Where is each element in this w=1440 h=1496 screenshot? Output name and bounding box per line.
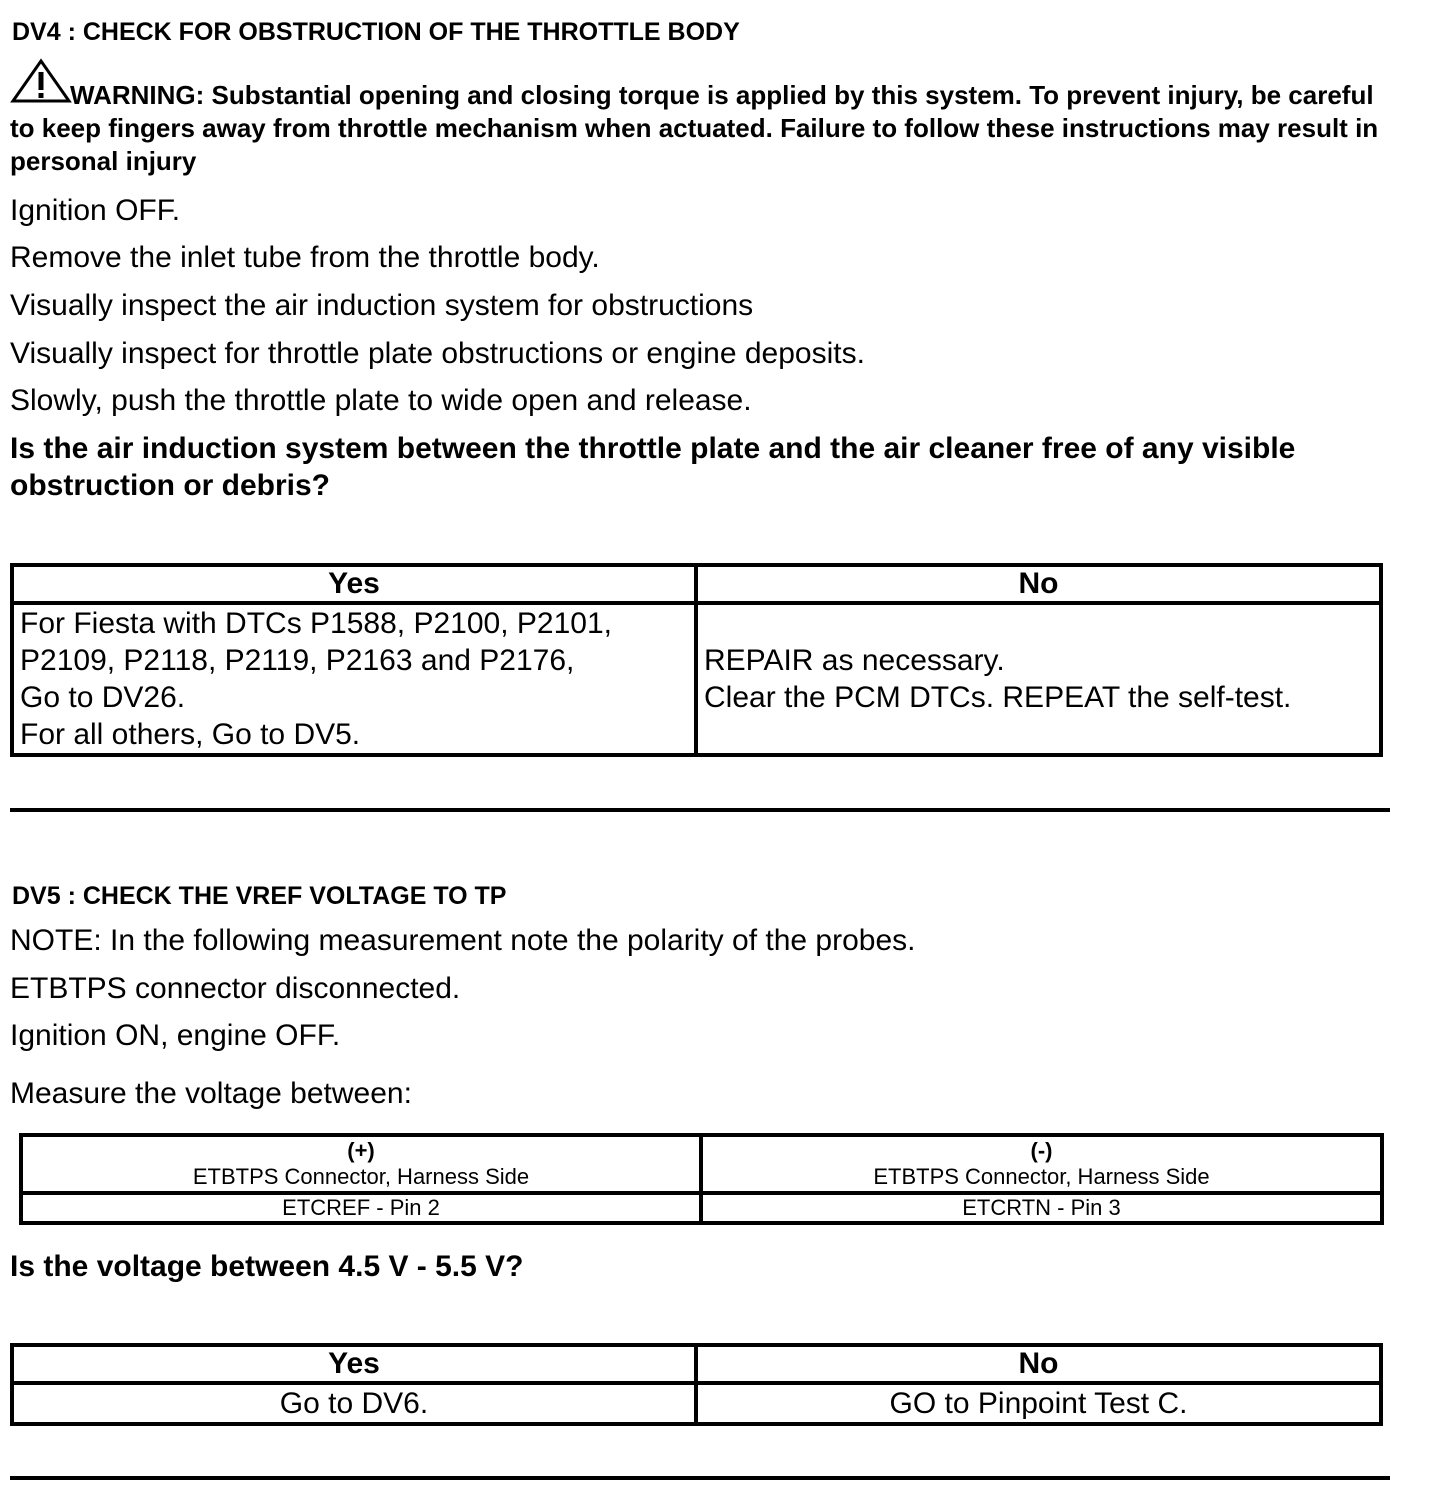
dv5-heading: DV5 : CHECK THE VREF VOLTAGE TO TP — [12, 882, 507, 910]
positive-connector-label: ETBTPS Connector, Harness Side — [192, 1164, 530, 1189]
dv4-step-5: Slowly, push the throttle plate to wide open and release. — [10, 384, 752, 417]
dv4-step-1: Ignition OFF. — [10, 194, 181, 227]
dv5-step-3: Ignition ON, engine OFF. — [10, 1019, 341, 1052]
dv5-yes-cell: Go to DV6. — [12, 1383, 696, 1424]
dv5-step-4: Measure the voltage between: — [10, 1077, 412, 1110]
dv4-no-line-2: Clear the PCM DTCs. REPEAT the self-test. — [704, 681, 1292, 714]
dv5-measure-table — [19, 1133, 1384, 1225]
dv4-no-line-1: REPAIR as necessary. — [704, 644, 1005, 677]
positive-sign: (+) — [347, 1138, 375, 1163]
warning-text: WARNING: Substantial opening and closing torque is applied by this system. To prevent injury, be careful to keep fingers away from throttle mechanism when actuated. Failure to follow these instructions may result in personal injury — [10, 80, 1379, 176]
negative-probe-header — [701, 1135, 1382, 1193]
dv4-yes-line-4: For all others, Go to DV5. — [20, 718, 361, 751]
dv4-heading: DV4 : CHECK FOR OBSTRUCTION OF THE THROTTLE BODY — [12, 18, 740, 46]
negative-sign: (-) — [1030, 1138, 1053, 1163]
dv5-no-header: No — [696, 1345, 1381, 1383]
dv4-no-header: No — [696, 565, 1381, 603]
positive-pin-cell: ETCREF - Pin 2 — [21, 1193, 701, 1223]
dv4-step-2: Remove the inlet tube from the throttle body. — [10, 241, 600, 274]
dv5-no-cell: GO to Pinpoint Test C. — [696, 1383, 1381, 1424]
dv4-yes-header: Yes — [12, 565, 696, 603]
positive-probe-header — [21, 1135, 701, 1193]
dv4-yes-line-2: P2109, P2118, P2119, P2163 and P2176, — [20, 644, 575, 677]
dv4-result-table — [10, 563, 1383, 757]
dv5-step-2: ETBTPS connector disconnected. — [10, 972, 461, 1005]
warning-triangle-icon — [10, 58, 72, 104]
section-divider-1 — [10, 808, 1390, 812]
dv4-question: Is the air induction system between the throttle plate and the air cleaner free of any visible obstruction or debris? — [10, 432, 1296, 502]
dv4-yes-line-1: For Fiesta with DTCs P1588, P2100, P2101, — [20, 607, 612, 640]
dv4-step-4: Visually inspect for throttle plate obstructions or engine deposits. — [10, 337, 865, 370]
dv4-yes-line-3: Go to DV26. — [20, 681, 186, 714]
negative-connector-label: ETBTPS Connector, Harness Side — [873, 1164, 1210, 1189]
section-divider-2 — [10, 1476, 1390, 1480]
dv5-result-table — [10, 1343, 1383, 1426]
dv5-yes-header: Yes — [12, 1345, 696, 1383]
dv4-warning — [10, 58, 1390, 178]
dv4-no-cell — [696, 603, 1381, 755]
dv5-question: Is the voltage between 4.5 V - 5.5 V? — [10, 1250, 524, 1283]
dv5-step-1: NOTE: In the following measurement note the polarity of the probes. — [10, 924, 916, 957]
dv4-yes-cell — [12, 603, 696, 755]
dv4-step-3: Visually inspect the air induction system for obstructions — [10, 289, 754, 322]
negative-pin-cell: ETCRTN - Pin 3 — [701, 1193, 1382, 1223]
